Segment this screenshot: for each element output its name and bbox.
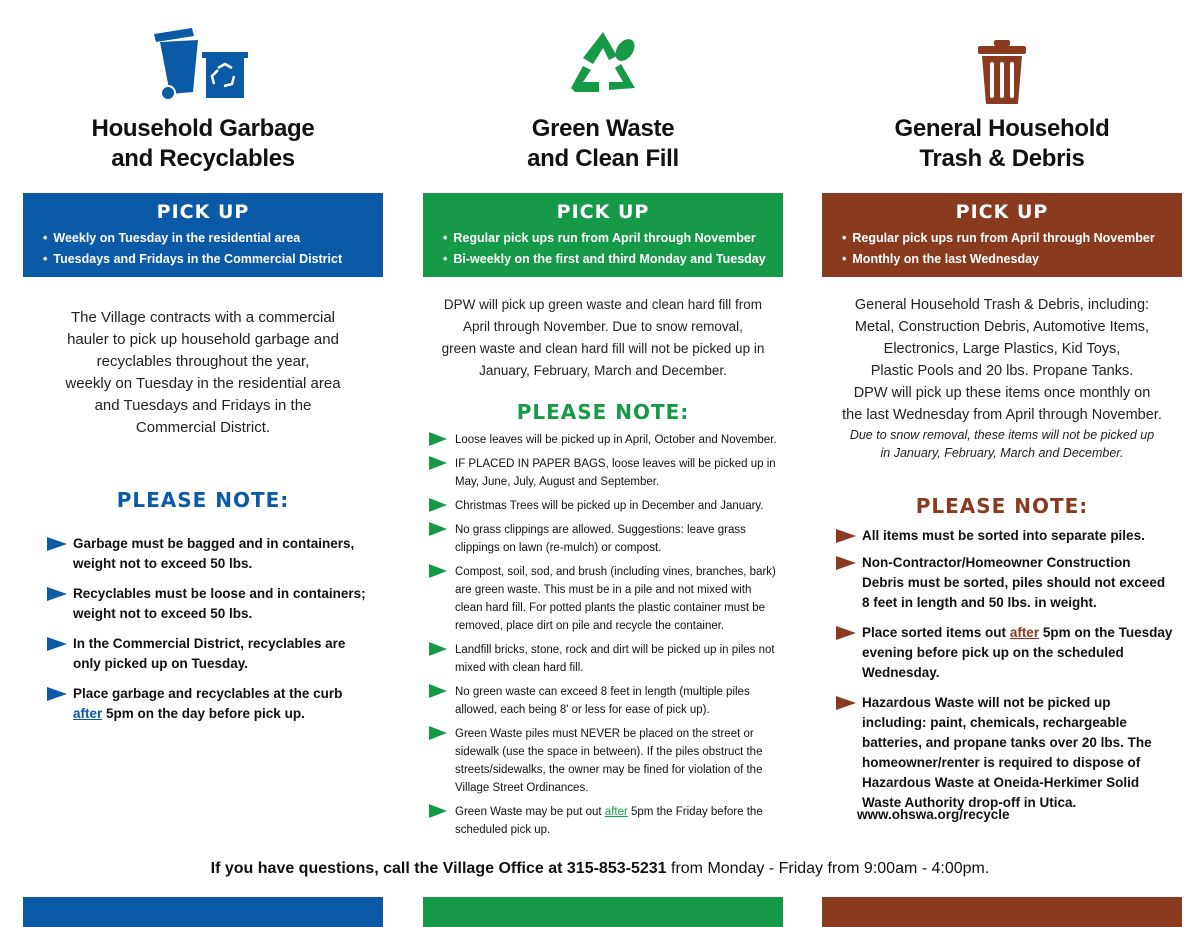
column-general-trash <box>822 0 1182 927</box>
pickup-banner <box>423 193 783 277</box>
pickup-banner <box>23 193 383 277</box>
description-line: DPW will pick up green waste and clean hard fill from <box>443 297 763 312</box>
arrow-icon <box>836 696 856 710</box>
garbage-bin-and-recycle-bin-icon <box>23 28 383 108</box>
arrow-icon <box>47 637 67 651</box>
description-note-line: Due to snow removal, these items will not be picked up <box>849 428 1155 442</box>
description-line: the last Wednesday from April through November. <box>842 407 1162 423</box>
footer-hours: from Monday - Friday from 9:00am - 4:00pm. <box>671 860 990 877</box>
note-item: Green Waste may be put out after 5pm the Friday before the scheduled pick up. <box>427 803 779 839</box>
description-line: The Village contracts with a commercial <box>71 309 335 326</box>
title-line: Household Garbage <box>91 115 315 142</box>
section-description <box>23 307 383 439</box>
arrow-icon <box>836 626 856 640</box>
arrow-icon <box>47 537 67 551</box>
pickup-item: • Tuesdays and Fridays in the Commercial District <box>43 249 383 270</box>
arrow-icon <box>47 587 67 601</box>
title-line: and Recyclables <box>111 145 295 172</box>
pickup-heading: PICK UP <box>556 201 650 223</box>
note-item: IF PLACED IN PAPER BAGS, loose leaves will be picked up in May, June, July, August and September. <box>427 455 779 491</box>
arrow-icon <box>429 432 447 446</box>
notes-list <box>427 431 779 845</box>
section-title <box>23 114 383 174</box>
description-line: hauler to pick up household garbage and <box>67 331 339 348</box>
notes-list <box>834 526 1174 823</box>
please-note-heading: PLEASE NOTE: <box>915 494 1089 518</box>
title-line: General Household <box>894 115 1110 142</box>
title-line: and Clean Fill <box>527 145 679 172</box>
title-line: Trash & Debris <box>919 145 1085 172</box>
bottom-bar <box>23 897 383 927</box>
arrow-icon <box>429 726 447 740</box>
after-emphasis: after <box>604 806 628 818</box>
arrow-icon <box>836 556 856 570</box>
pickup-item: • Monthly on the last Wednesday <box>842 249 1182 270</box>
description-line: recyclables throughout the year, <box>96 353 310 370</box>
section-description <box>423 294 783 382</box>
arrow-icon <box>429 564 447 578</box>
pickup-banner <box>822 193 1182 277</box>
note-item: Garbage must be bagged and in containers, weight not to exceed 50 lbs. <box>45 534 375 574</box>
recycle-leaf-icon <box>423 28 783 108</box>
note-item: Hazardous Waste will not be picked up including: paint, chemicals, rechargeable batteries, and propane tanks over 20 lbs. The homeowner/renter is required to dispose of Hazardous Waste at Oneida-Herkimer Solid Waste Authority drop-off in Utica. <box>834 693 1174 813</box>
bottom-bar <box>822 897 1182 927</box>
note-item: Recyclables must be loose and in containers; weight not to exceed 50 lbs. <box>45 584 375 624</box>
note-item: Christmas Trees will be picked up in December and January. <box>427 497 779 515</box>
arrow-icon <box>429 522 447 536</box>
after-emphasis: after <box>73 706 103 721</box>
description-line: and Tuesdays and Fridays in the <box>94 397 312 414</box>
note-item: No green waste can exceed 8 feet in length (multiple piles allowed, each being 8' or less for ease of pick up). <box>427 683 779 719</box>
arrow-icon <box>429 642 447 656</box>
description-line: DPW will pick up these items once monthly on <box>853 385 1151 401</box>
please-note-heading: PLEASE NOTE: <box>516 400 690 424</box>
description-line: green waste and clean hard fill will not be picked up in <box>441 341 765 356</box>
note-item: Compost, soil, sod, and brush (including vines, branches, bark) are green waste. This must be in a pile and not mixed with clean hard fill. For potted plants the plastic container must be removed, place dirt on pile and recycle the container. <box>427 563 779 635</box>
pickup-item: • Regular pick ups run from April through November <box>842 228 1182 249</box>
title-line: Green Waste <box>531 115 675 142</box>
description-line: Commercial District. <box>135 419 271 436</box>
description-note-line: in January, February, March and December. <box>880 446 1124 460</box>
pickup-heading: PICK UP <box>156 201 250 223</box>
arrow-icon <box>429 498 447 512</box>
arrow-icon <box>429 684 447 698</box>
note-item: Place sorted items out after 5pm on the Tuesday evening before pick up on the scheduled Wednesday. <box>834 623 1174 683</box>
note-item: All items must be sorted into separate piles. <box>834 526 1174 546</box>
section-description <box>822 294 1182 462</box>
note-item: Green Waste piles must NEVER be placed on the street or sidewalk (use the space in between). If the piles obstruct the streets/sidewalks, the owner may be fined for violation of the Village Street Ordinances. <box>427 725 779 797</box>
description-line: Metal, Construction Debris, Automotive Items, <box>854 319 1150 335</box>
footer-bold: If you have questions, call the Village Office at 315-853-5231 <box>210 860 667 877</box>
note-item: In the Commercial District, recyclables are only picked up on Tuesday. <box>45 634 375 674</box>
arrow-icon <box>429 456 447 470</box>
note-item: Non-Contractor/Homeowner Construction Debris must be sorted, piles should not exceed 8 feet in length and 50 lbs. in weight. <box>834 553 1174 613</box>
notes-list <box>45 534 375 734</box>
description-line: Electronics, Large Plastics, Kid Toys, <box>883 341 1121 357</box>
note-item: No grass clippings are allowed. Suggestions: leave grass clippings on lawn (re-mulch) or compost. <box>427 521 779 557</box>
pickup-item: • Bi-weekly on the first and third Monday and Tuesday <box>443 249 783 270</box>
note-item: Place garbage and recyclables at the curb after 5pm on the day before pick up. <box>45 684 375 724</box>
column-green-waste <box>423 0 783 927</box>
pickup-item: • Weekly on Tuesday in the residential area <box>43 228 383 249</box>
pickup-heading: PICK UP <box>955 201 1049 223</box>
column-household-garbage <box>23 0 383 927</box>
description-line: General Household Trash & Debris, including: <box>854 297 1150 313</box>
footer-contact <box>0 858 1200 880</box>
please-note-heading: PLEASE NOTE: <box>116 488 290 512</box>
trash-can-icon <box>822 28 1182 108</box>
description-line: January, February, March and December. <box>479 363 727 378</box>
website-link[interactable]: www.ohswa.org/recycle <box>857 807 1010 822</box>
note-item: Landfill bricks, stone, rock and dirt will be picked up in piles not mixed with clean hard fill. <box>427 641 779 677</box>
arrow-icon <box>429 804 447 818</box>
description-line: Plastic Pools and 20 lbs. Propane Tanks. <box>870 363 1134 379</box>
bottom-bar <box>423 897 783 927</box>
description-line: weekly on Tuesday in the residential area <box>65 375 341 392</box>
pickup-item: • Regular pick ups run from April through November <box>443 228 783 249</box>
section-title <box>423 114 783 174</box>
after-emphasis: after <box>1009 625 1040 640</box>
section-title <box>822 114 1182 174</box>
note-item: Loose leaves will be picked up in April, October and November. <box>427 431 779 449</box>
arrow-icon <box>836 529 856 543</box>
description-line: April through November. Due to snow removal, <box>463 319 743 334</box>
arrow-icon <box>47 687 67 701</box>
